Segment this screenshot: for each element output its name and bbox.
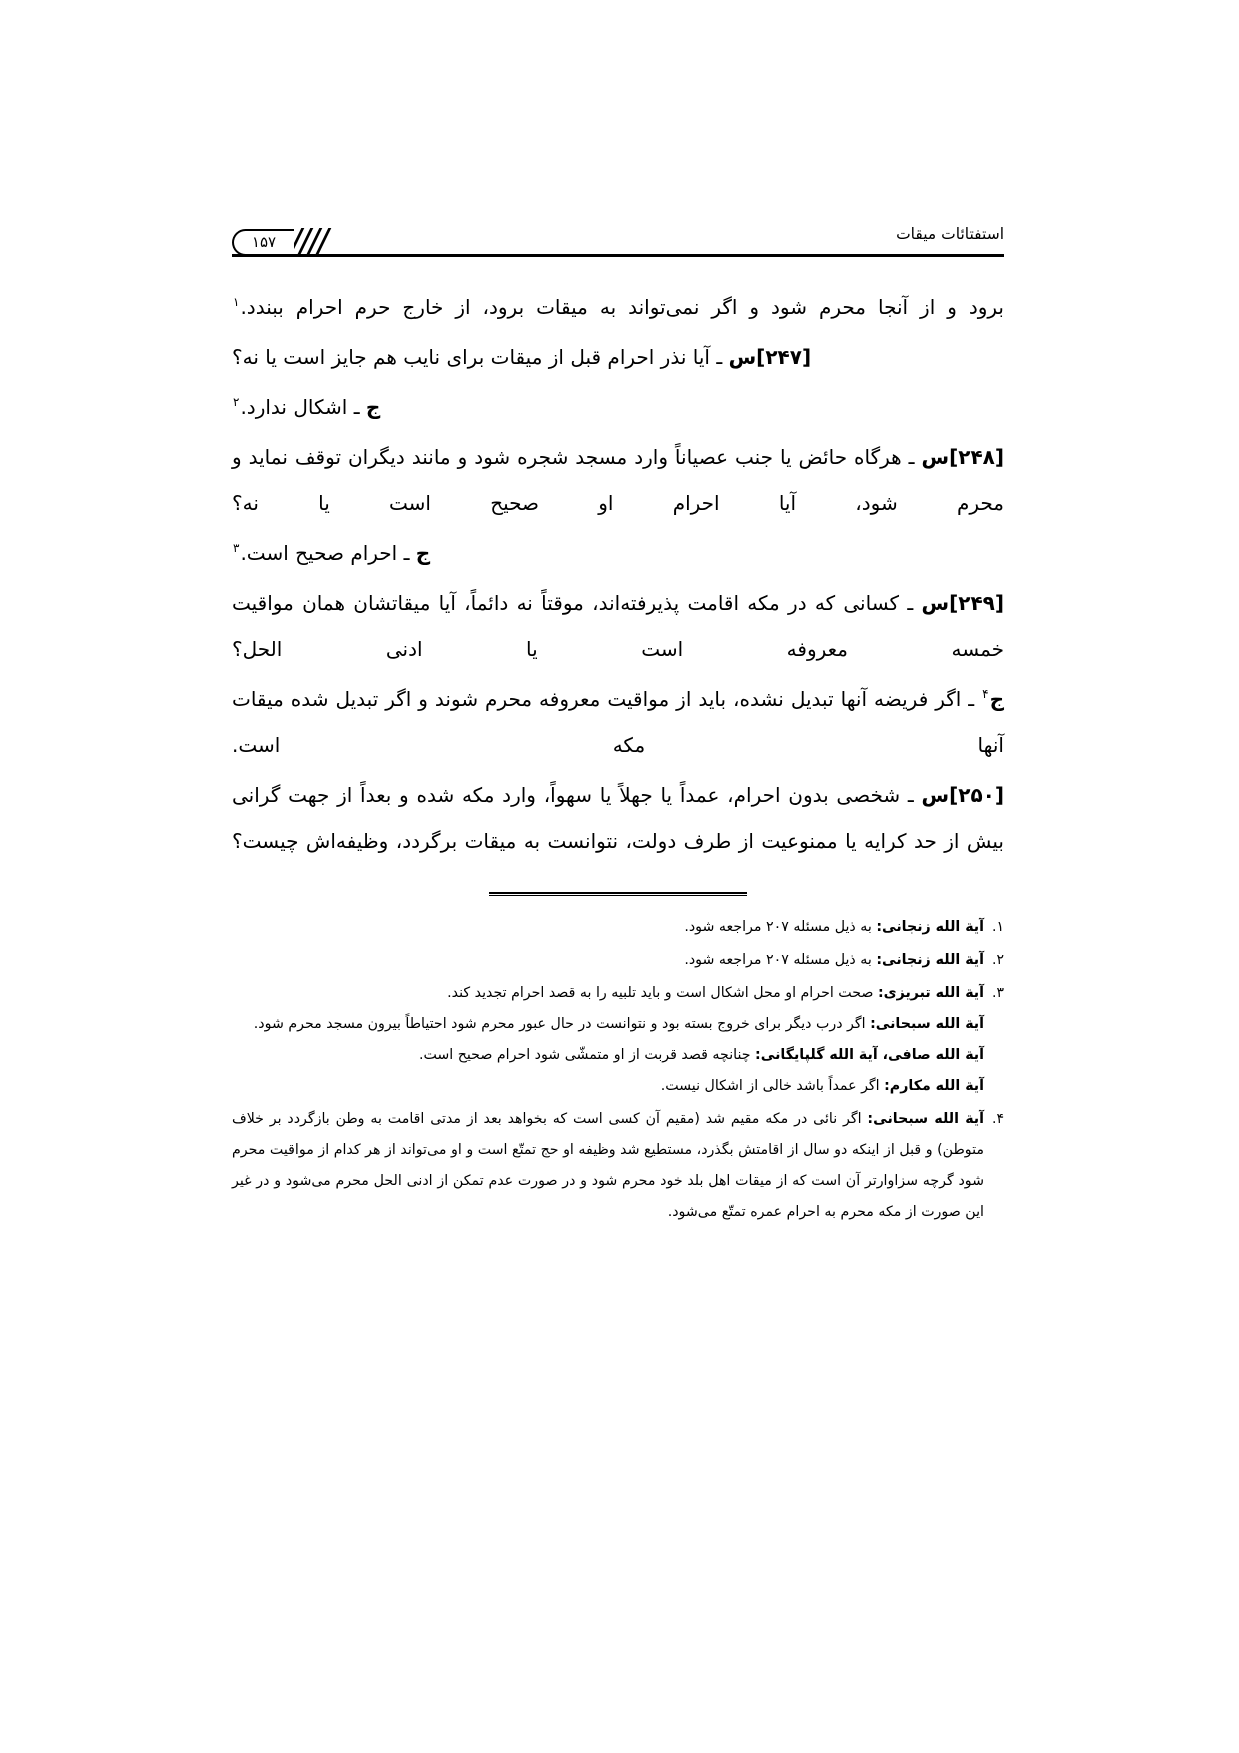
authority-name: آیة الله سبحانی: <box>870 1016 984 1032</box>
footnote-entry <box>232 1104 984 1228</box>
answer-247 <box>232 384 1004 430</box>
authority-name: آیة الله زنجانی: <box>876 952 984 968</box>
question-number-250: [۲۵۰] <box>949 783 1005 807</box>
footnote-entry <box>232 978 984 1009</box>
authority-ruling: به ذیل مسئله ۲۰۷ مراجعه شود. <box>684 919 872 935</box>
footnote-entry <box>232 1040 984 1071</box>
footnote-marker-1: ۱. <box>992 919 1004 935</box>
authority-ruling: چنانچه قصد قربت از او متمشّی شود احرام صحیح است. <box>418 1047 751 1063</box>
authority-ruling: اگر نائی در مکه مقیم شد (مقیم آن کسی است که بخواهد بعد از مدتی اقامت به وطن بازگردد بر خلاف متوطن) و قبل از اینکه دو سال از اقامتش بگذرد، مستطیع شد وظیفه او حج تمتّع است و او می‌تواند از هر کدام از مواقیت محرم شود گرچه سزاوارتر آن است که از میقات اهل بلد خود محرم شود و در صورت عدم تمکن از ادنی الحل محرم می‌شود و در غیر این صورت از مکه محرم به احرام عمره تمتّع می‌شود. <box>232 1111 984 1220</box>
authority-ruling: به ذیل مسئله ۲۰۷ مراجعه شود. <box>684 952 872 968</box>
footnotes-section <box>232 912 1004 1228</box>
footnote-body-2 <box>232 945 984 976</box>
question-247 <box>232 334 1004 380</box>
answer-text-248: ـ احرام صحیح است. <box>240 541 410 565</box>
footnote-2 <box>232 945 1004 976</box>
paragraph-text: برود و از آنجا محرم شود و اگر نمی‌تواند به میقات برود، از خارج حرم احرام ببندد. <box>240 295 1004 319</box>
authority-name: آیة الله تبریزی: <box>877 985 984 1001</box>
question-number-247: [۲۴۷] <box>756 345 812 369</box>
paragraph-continuation <box>232 284 1004 330</box>
question-text-248: ـ هرگاه حائض یا جنب عصیاناً وارد مسجد شجره شود و مانند دیگران توقف نماید و محرم شود، آیا احرام او صحیح است یا نه؟ <box>232 445 1004 515</box>
authority-name: آیة الله مکارم: <box>884 1078 984 1094</box>
answer-label-249: ج <box>989 687 1005 711</box>
footnote-3 <box>232 978 1004 1102</box>
footnote-body-3 <box>232 978 984 1102</box>
question-number-248: [۲۴۸] <box>949 445 1005 469</box>
authority-name: آیة الله صافی، آیة الله گلپایگانی: <box>755 1047 984 1063</box>
footnote-entry <box>232 912 984 943</box>
footnote-separator <box>232 892 1004 896</box>
question-label-248: س <box>921 445 950 469</box>
footnote-ref-1: ۱ <box>233 295 240 310</box>
authority-ruling: اگر عمداً باشد خالی از اشکال نیست. <box>660 1078 880 1094</box>
footnote-1 <box>232 912 1004 943</box>
question-label-249: س <box>921 591 950 615</box>
footnote-marker-4: ۴. <box>992 1111 1004 1127</box>
footnote-marker-2: ۲. <box>992 952 1004 968</box>
authority-name: آیة الله سبحانی: <box>867 1111 985 1127</box>
page-number-badge <box>232 229 294 256</box>
question-250 <box>232 772 1004 864</box>
footnote-marker-3: ۳. <box>992 985 1004 1001</box>
question-248 <box>232 434 1004 526</box>
footnote-entry <box>232 1009 984 1040</box>
authority-name: آیة الله زنجانی: <box>876 919 984 935</box>
answer-label-248: ج <box>415 541 431 565</box>
footnote-entry <box>232 1071 984 1102</box>
question-number-249: [۲۴۹] <box>949 591 1005 615</box>
page-content <box>232 210 1004 1230</box>
question-label-247: س <box>728 345 757 369</box>
running-header-title: استفتائات میقات <box>896 225 1004 243</box>
page-header <box>232 210 1004 262</box>
footnote-ref-3: ۳ <box>233 541 240 556</box>
footnote-4 <box>232 1104 1004 1228</box>
authority-ruling: صحت احرام او محل اشکال است و باید تلبیه را به قصد احرام تجدید کند. <box>447 985 874 1001</box>
question-text-247: ـ آیا نذر احرام قبل از میقات برای نایب هم جایز است یا نه؟ <box>232 345 723 369</box>
answer-text-249: ـ اگر فریضه آنها تبدیل نشده، باید از مواقیت معروفه محرم شوند و اگر تبدیل شده میقات آنها مکه است. <box>232 687 1004 757</box>
footnote-ref-4: ۴ <box>982 687 989 702</box>
question-label-250: س <box>921 783 950 807</box>
authority-ruling: اگر درب دیگر برای خروج بسته بود و نتوانست در حال عبور محرم شود احتیاطاً بیرون مسجد محرم شود. <box>253 1016 866 1032</box>
footnote-body-1 <box>232 912 984 943</box>
answer-text-247: ـ اشکال ندارد. <box>240 395 360 419</box>
body-text <box>232 284 1004 864</box>
question-text-250: ـ شخصی بدون احرام، عمداً یا جهلاً یا سهواً، وارد مکه شده و بعداً از جهت گرانی بیش از حد کرایه یا ممنوعیت از طرف دولت، نتوانست به میقات برگردد، وظیفه‌اش چیست؟ <box>232 783 1004 853</box>
answer-248 <box>232 530 1004 576</box>
footnote-body-4 <box>232 1104 984 1228</box>
footnote-ref-2: ۲ <box>233 395 240 410</box>
answer-label-247: ج <box>365 395 381 419</box>
header-hatch-decoration <box>290 228 342 257</box>
question-249 <box>232 580 1004 672</box>
page-number: ۱۵۷ <box>251 232 277 251</box>
header-horizontal-rule <box>232 254 1004 257</box>
answer-249 <box>232 676 1004 768</box>
question-text-249: ـ کسانی که در مکه اقامت پذیرفته‌اند، موقتاً نه دائماً، آیا میقاتشان همان مواقیت خمسه معروفه است یا ادنی الحل؟ <box>232 591 1004 661</box>
footnote-entry <box>232 945 984 976</box>
